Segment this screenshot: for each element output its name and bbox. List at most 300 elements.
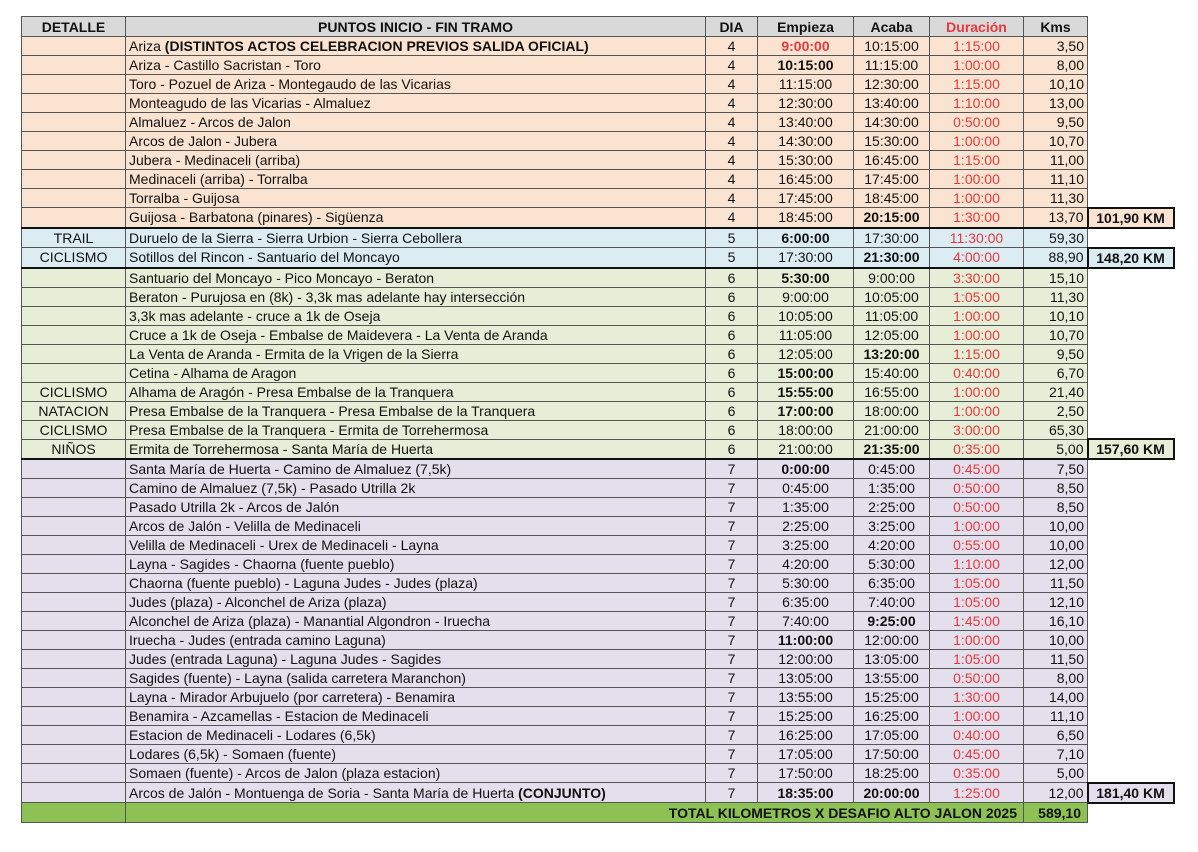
table-row [22, 726, 1174, 745]
dia-cell: 4 [706, 75, 758, 94]
route-cell [126, 344, 706, 363]
header-route: PUNTOS INICIO - FIN TRAMO [126, 17, 706, 37]
duracion-cell: 1:05:00 [930, 650, 1024, 669]
duracion-cell: 0:35:00 [930, 764, 1024, 783]
duracion-cell: 1:00:00 [930, 517, 1024, 536]
table-row [22, 75, 1174, 94]
detalle-cell: CICLISMO [22, 420, 126, 439]
detalle-cell [22, 479, 126, 498]
route-cell [126, 132, 706, 151]
route-text: Presa Embalse de la Tranquera - Presa Embalse de la Tranquera [129, 402, 536, 419]
route-cell [126, 248, 706, 268]
row-blank [1088, 669, 1174, 688]
dia-cell: 6 [706, 268, 758, 288]
detalle-cell [22, 726, 126, 745]
table-row [22, 612, 1174, 631]
dia-cell: 7 [706, 536, 758, 555]
table-row [22, 37, 1174, 56]
route-cell [126, 75, 706, 94]
route-text: Ariza [129, 38, 161, 54]
detalle-cell [22, 783, 126, 803]
kms-cell: 10,10 [1024, 75, 1088, 94]
duracion-cell: 1:00:00 [930, 401, 1024, 420]
route-cell [126, 498, 706, 517]
kms-cell: 21,40 [1024, 382, 1088, 401]
day-total-badge: 148,20 KM [1088, 248, 1174, 268]
duracion-cell: 11:30:00 [930, 228, 1024, 248]
table-row [22, 344, 1174, 363]
table-row [22, 783, 1174, 803]
acaba-cell: 16:55:00 [854, 382, 930, 401]
empieza-cell: 15:55:00 [758, 382, 854, 401]
detalle-cell [22, 650, 126, 669]
detalle-cell: CICLISMO [22, 248, 126, 268]
total-blank [1088, 803, 1174, 823]
acaba-cell: 15:25:00 [854, 688, 930, 707]
route-cell [126, 669, 706, 688]
kms-cell: 13,70 [1024, 208, 1088, 228]
acaba-cell: 17:45:00 [854, 170, 930, 189]
detalle-cell [22, 555, 126, 574]
duracion-cell: 0:50:00 [930, 113, 1024, 132]
duracion-cell: 4:00:00 [930, 248, 1024, 268]
detalle-cell [22, 37, 126, 56]
acaba-cell: 15:30:00 [854, 132, 930, 151]
dia-cell: 4 [706, 94, 758, 113]
route-text: Ermita de Torrehermosa - Santa María de Huerta [129, 440, 433, 457]
route-text: Alconchel de Ariza (plaza) - Manantial Algondron - Iruecha [129, 613, 491, 629]
empieza-cell: 1:35:00 [758, 498, 854, 517]
kms-cell: 10,00 [1024, 517, 1088, 536]
row-blank [1088, 363, 1174, 382]
kms-cell: 11,50 [1024, 574, 1088, 593]
acaba-cell: 11:15:00 [854, 56, 930, 75]
dia-cell: 6 [706, 401, 758, 420]
day-total-badge: 157,60 KM [1088, 439, 1174, 459]
route-text: Layna - Sagides - Chaorna (fuente pueblo) [129, 556, 395, 572]
empieza-cell: 15:25:00 [758, 707, 854, 726]
dia-cell: 5 [706, 248, 758, 268]
dia-cell: 4 [706, 208, 758, 228]
route-cell [126, 208, 706, 228]
acaba-cell: 21:35:00 [854, 439, 930, 459]
kms-cell: 11,30 [1024, 189, 1088, 208]
empieza-cell: 0:00:00 [758, 459, 854, 479]
detalle-cell [22, 325, 126, 344]
route-text: Santa María de Huerta - Camino de Almaluez (7,5k) [129, 461, 452, 477]
route-text: Torralba - Guijosa [129, 190, 240, 206]
route-cell [126, 189, 706, 208]
row-blank [1088, 555, 1174, 574]
acaba-cell: 13:55:00 [854, 669, 930, 688]
acaba-cell: 10:05:00 [854, 287, 930, 306]
kms-cell: 16,10 [1024, 612, 1088, 631]
empieza-cell: 13:55:00 [758, 688, 854, 707]
duracion-cell: 0:50:00 [930, 669, 1024, 688]
dia-cell: 6 [706, 287, 758, 306]
total-label: TOTAL KILOMETROS X DESAFIO ALTO JALON 2025 [126, 803, 1024, 823]
empieza-cell: 12:00:00 [758, 650, 854, 669]
duracion-cell: 0:45:00 [930, 459, 1024, 479]
empieza-cell: 17:30:00 [758, 248, 854, 268]
row-blank [1088, 113, 1174, 132]
detalle-cell [22, 56, 126, 75]
acaba-cell: 21:30:00 [854, 248, 930, 268]
dia-cell: 7 [706, 688, 758, 707]
route-cell [126, 420, 706, 439]
duracion-cell: 1:15:00 [930, 37, 1024, 56]
table-row [22, 688, 1174, 707]
dia-cell: 6 [706, 325, 758, 344]
kms-cell: 10,70 [1024, 325, 1088, 344]
row-blank [1088, 151, 1174, 170]
duracion-cell: 1:00:00 [930, 170, 1024, 189]
empieza-cell: 15:00:00 [758, 363, 854, 382]
duracion-cell: 1:00:00 [930, 189, 1024, 208]
detalle-cell [22, 306, 126, 325]
route-cell [126, 479, 706, 498]
row-blank [1088, 479, 1174, 498]
route-text: Cruce a 1k de Oseja - Embalse de Maidevera - La Venta de Aranda [129, 326, 548, 343]
dia-cell: 6 [706, 306, 758, 325]
kms-cell: 6,70 [1024, 363, 1088, 382]
duracion-cell: 0:50:00 [930, 479, 1024, 498]
detalle-cell [22, 94, 126, 113]
kms-cell: 14,00 [1024, 688, 1088, 707]
acaba-cell: 7:40:00 [854, 593, 930, 612]
kms-cell: 59,30 [1024, 228, 1088, 248]
route-text: Presa Embalse de la Tranquera - Ermita de Torrehermosa [129, 421, 489, 438]
row-blank [1088, 228, 1174, 248]
dia-cell: 7 [706, 745, 758, 764]
kms-cell: 3,50 [1024, 37, 1088, 56]
detalle-cell [22, 517, 126, 536]
header-detalle: DETALLE [22, 17, 126, 37]
table-row [22, 94, 1174, 113]
route-cell [126, 56, 706, 75]
detalle-cell [22, 151, 126, 170]
row-blank [1088, 56, 1174, 75]
route-text: Monteagudo de las Vicarias - Almaluez [129, 95, 371, 111]
route-cell [126, 517, 706, 536]
route-text: Estacion de Medinaceli - Lodares (6,5k) [129, 727, 376, 743]
row-blank [1088, 536, 1174, 555]
acaba-cell: 16:25:00 [854, 707, 930, 726]
acaba-cell: 18:25:00 [854, 764, 930, 783]
route-cell [126, 745, 706, 764]
detalle-cell: TRAIL [22, 228, 126, 248]
detalle-cell [22, 631, 126, 650]
route-text: Guijosa - Barbatona (pinares) - Sigüenza [129, 209, 384, 226]
empieza-cell: 5:30:00 [758, 268, 854, 288]
duracion-cell: 1:45:00 [930, 612, 1024, 631]
detalle-cell [22, 287, 126, 306]
table-row [22, 401, 1174, 420]
day-total-badge: 181,40 KM [1088, 783, 1174, 803]
duracion-cell: 1:00:00 [930, 56, 1024, 75]
duracion-cell: 1:00:00 [930, 631, 1024, 650]
detalle-cell [22, 498, 126, 517]
kms-cell: 8,00 [1024, 669, 1088, 688]
kms-cell: 7,50 [1024, 459, 1088, 479]
table-row [22, 593, 1174, 612]
empieza-cell: 6:00:00 [758, 228, 854, 248]
dia-cell: 7 [706, 498, 758, 517]
row-blank [1088, 189, 1174, 208]
row-blank [1088, 688, 1174, 707]
duracion-cell: 1:00:00 [930, 132, 1024, 151]
detalle-cell [22, 189, 126, 208]
header-kms: Kms [1024, 17, 1088, 37]
table-row [22, 498, 1174, 517]
row-blank [1088, 287, 1174, 306]
kms-cell: 5,00 [1024, 764, 1088, 783]
empieza-cell: 10:15:00 [758, 56, 854, 75]
acaba-cell: 5:30:00 [854, 555, 930, 574]
empieza-cell: 13:05:00 [758, 669, 854, 688]
header-dia: DIA [706, 17, 758, 37]
kms-cell: 9,50 [1024, 344, 1088, 363]
duracion-cell: 1:05:00 [930, 574, 1024, 593]
header-spacer [1088, 17, 1174, 37]
detalle-cell [22, 745, 126, 764]
empieza-cell: 12:05:00 [758, 344, 854, 363]
row-blank [1088, 382, 1174, 401]
duracion-cell: 1:00:00 [930, 382, 1024, 401]
empieza-cell: 18:00:00 [758, 420, 854, 439]
detalle-cell [22, 764, 126, 783]
route-text: 3,3k mas adelante - cruce a 1k de Oseja [129, 307, 381, 324]
empieza-cell: 14:30:00 [758, 132, 854, 151]
empieza-cell: 7:40:00 [758, 612, 854, 631]
kms-cell: 15,10 [1024, 268, 1088, 288]
route-text: Duruelo de la Sierra - Sierra Urbion - Sierra Cebollera [129, 229, 463, 246]
route-cell [126, 94, 706, 113]
acaba-cell: 12:00:00 [854, 631, 930, 650]
empieza-cell: 13:40:00 [758, 113, 854, 132]
kms-cell: 10,00 [1024, 536, 1088, 555]
detalle-cell [22, 669, 126, 688]
total-spacer [22, 803, 126, 823]
empieza-cell: 21:00:00 [758, 439, 854, 459]
kms-cell: 5,00 [1024, 439, 1088, 459]
table-row [22, 208, 1174, 228]
row-blank [1088, 459, 1174, 479]
empieza-cell: 10:05:00 [758, 306, 854, 325]
route-cell [126, 170, 706, 189]
duracion-cell: 0:35:00 [930, 439, 1024, 459]
dia-cell: 5 [706, 228, 758, 248]
empieza-cell: 9:00:00 [758, 37, 854, 56]
detalle-cell [22, 132, 126, 151]
route-text: Toro - Pozuel de Ariza - Montegaudo de las Vicarias [129, 76, 451, 92]
route-note: (CONJUNTO) [518, 784, 606, 801]
duracion-cell: 1:10:00 [930, 555, 1024, 574]
route-text: Camino de Almaluez (7,5k) - Pasado Utrilla 2k [129, 480, 416, 496]
detalle-cell [22, 75, 126, 94]
route-cell [126, 325, 706, 344]
duracion-cell: 1:05:00 [930, 593, 1024, 612]
route-text: Pasado Utrilla 2k - Arcos de Jalón [129, 499, 340, 515]
acaba-cell: 21:00:00 [854, 420, 930, 439]
route-cell [126, 113, 706, 132]
duracion-cell: 1:30:00 [930, 688, 1024, 707]
detalle-cell: NATACION [22, 401, 126, 420]
route-text: Judes (plaza) - Alconchel de Ariza (plaza) [129, 594, 387, 610]
table-row [22, 536, 1174, 555]
dia-cell: 4 [706, 170, 758, 189]
detalle-cell [22, 593, 126, 612]
route-cell [126, 439, 706, 459]
row-blank [1088, 344, 1174, 363]
acaba-cell: 4:20:00 [854, 536, 930, 555]
dia-cell: 4 [706, 132, 758, 151]
acaba-cell: 3:25:00 [854, 517, 930, 536]
route-cell [126, 783, 706, 803]
table-row [22, 228, 1174, 248]
row-blank [1088, 498, 1174, 517]
row-blank [1088, 517, 1174, 536]
row-blank [1088, 612, 1174, 631]
table-row [22, 517, 1174, 536]
route-cell [126, 287, 706, 306]
schedule-body [22, 37, 1174, 803]
row-blank [1088, 745, 1174, 764]
acaba-cell: 18:45:00 [854, 189, 930, 208]
kms-cell: 12,00 [1024, 783, 1088, 803]
detalle-cell [22, 707, 126, 726]
acaba-cell: 16:45:00 [854, 151, 930, 170]
route-text: Sagides (fuente) - Layna (salida carretera Maranchon) [129, 670, 466, 686]
detalle-cell [22, 344, 126, 363]
route-cell [126, 228, 706, 248]
route-text: Arcos de Jalon - Jubera [129, 133, 277, 149]
dia-cell: 7 [706, 707, 758, 726]
detalle-cell [22, 268, 126, 288]
empieza-cell: 18:35:00 [758, 783, 854, 803]
acaba-cell: 13:20:00 [854, 344, 930, 363]
row-blank [1088, 631, 1174, 650]
table-row [22, 306, 1174, 325]
dia-cell: 7 [706, 726, 758, 745]
table-row [22, 479, 1174, 498]
empieza-cell: 11:15:00 [758, 75, 854, 94]
acaba-cell: 17:05:00 [854, 726, 930, 745]
route-text: Santuario del Moncayo - Pico Moncayo - Beraton [129, 269, 435, 286]
duracion-cell: 1:25:00 [930, 783, 1024, 803]
dia-cell: 6 [706, 344, 758, 363]
kms-cell: 8,50 [1024, 498, 1088, 517]
row-blank [1088, 268, 1174, 288]
acaba-cell: 10:15:00 [854, 37, 930, 56]
dia-cell: 7 [706, 555, 758, 574]
kms-cell: 12,00 [1024, 555, 1088, 574]
route-cell [126, 726, 706, 745]
route-cell [126, 37, 706, 56]
kms-cell: 8,50 [1024, 479, 1088, 498]
acaba-cell: 9:25:00 [854, 612, 930, 631]
acaba-cell: 17:30:00 [854, 228, 930, 248]
acaba-cell: 20:15:00 [854, 208, 930, 228]
acaba-cell: 17:50:00 [854, 745, 930, 764]
header-empieza: Empieza [758, 17, 854, 37]
empieza-cell: 17:05:00 [758, 745, 854, 764]
route-text: Somaen (fuente) - Arcos de Jalon (plaza estacion) [129, 765, 441, 781]
dia-cell: 7 [706, 669, 758, 688]
table-row [22, 707, 1174, 726]
route-cell [126, 574, 706, 593]
detalle-cell [22, 170, 126, 189]
duracion-cell: 1:10:00 [930, 94, 1024, 113]
kms-cell: 11,30 [1024, 287, 1088, 306]
route-cell [126, 536, 706, 555]
dia-cell: 7 [706, 517, 758, 536]
table-row [22, 439, 1174, 459]
table-row [22, 555, 1174, 574]
empieza-cell: 15:30:00 [758, 151, 854, 170]
row-blank [1088, 325, 1174, 344]
duracion-cell: 1:30:00 [930, 208, 1024, 228]
empieza-cell: 16:45:00 [758, 170, 854, 189]
kms-cell: 10,00 [1024, 631, 1088, 650]
empieza-cell: 6:35:00 [758, 593, 854, 612]
route-cell [126, 555, 706, 574]
duracion-cell: 0:40:00 [930, 726, 1024, 745]
duracion-cell: 0:55:00 [930, 536, 1024, 555]
table-row [22, 151, 1174, 170]
row-blank [1088, 420, 1174, 439]
route-text: Cetina - Alhama de Aragon [129, 364, 297, 381]
empieza-cell: 5:30:00 [758, 574, 854, 593]
route-cell [126, 459, 706, 479]
route-cell [126, 707, 706, 726]
table-row [22, 248, 1174, 268]
dia-cell: 7 [706, 764, 758, 783]
route-text: Arcos de Jalón - Montuenga de Soria - Santa María de Huerta [129, 784, 515, 801]
detalle-cell: CICLISMO [22, 382, 126, 401]
route-cell [126, 382, 706, 401]
table-row [22, 745, 1174, 764]
kms-cell: 12,10 [1024, 593, 1088, 612]
empieza-cell: 17:50:00 [758, 764, 854, 783]
kms-cell: 6,50 [1024, 726, 1088, 745]
row-blank [1088, 707, 1174, 726]
table-row [22, 287, 1174, 306]
empieza-cell: 12:30:00 [758, 94, 854, 113]
dia-cell: 7 [706, 593, 758, 612]
kms-cell: 11,00 [1024, 151, 1088, 170]
dia-cell: 4 [706, 37, 758, 56]
kms-cell: 2,50 [1024, 401, 1088, 420]
route-cell [126, 363, 706, 382]
route-text: Iruecha - Judes (entrada camino Laguna) [129, 632, 386, 648]
dia-cell: 7 [706, 479, 758, 498]
table-row [22, 363, 1174, 382]
row-blank [1088, 593, 1174, 612]
route-text: Velilla de Medinaceli - Urex de Medinaceli - Layna [129, 537, 439, 553]
empieza-cell: 2:25:00 [758, 517, 854, 536]
route-text: Arcos de Jalón - Velilla de Medinaceli [129, 518, 361, 534]
day-total-badge: 101,90 KM [1088, 208, 1174, 228]
dia-cell: 4 [706, 56, 758, 75]
header-duracion: Duración [930, 17, 1024, 37]
row-blank [1088, 170, 1174, 189]
duracion-cell: 1:15:00 [930, 344, 1024, 363]
route-text: Chaorna (fuente pueblo) - Laguna Judes - Judes (plaza) [129, 575, 478, 591]
table-row [22, 650, 1174, 669]
empieza-cell: 9:00:00 [758, 287, 854, 306]
kms-cell: 88,90 [1024, 248, 1088, 268]
